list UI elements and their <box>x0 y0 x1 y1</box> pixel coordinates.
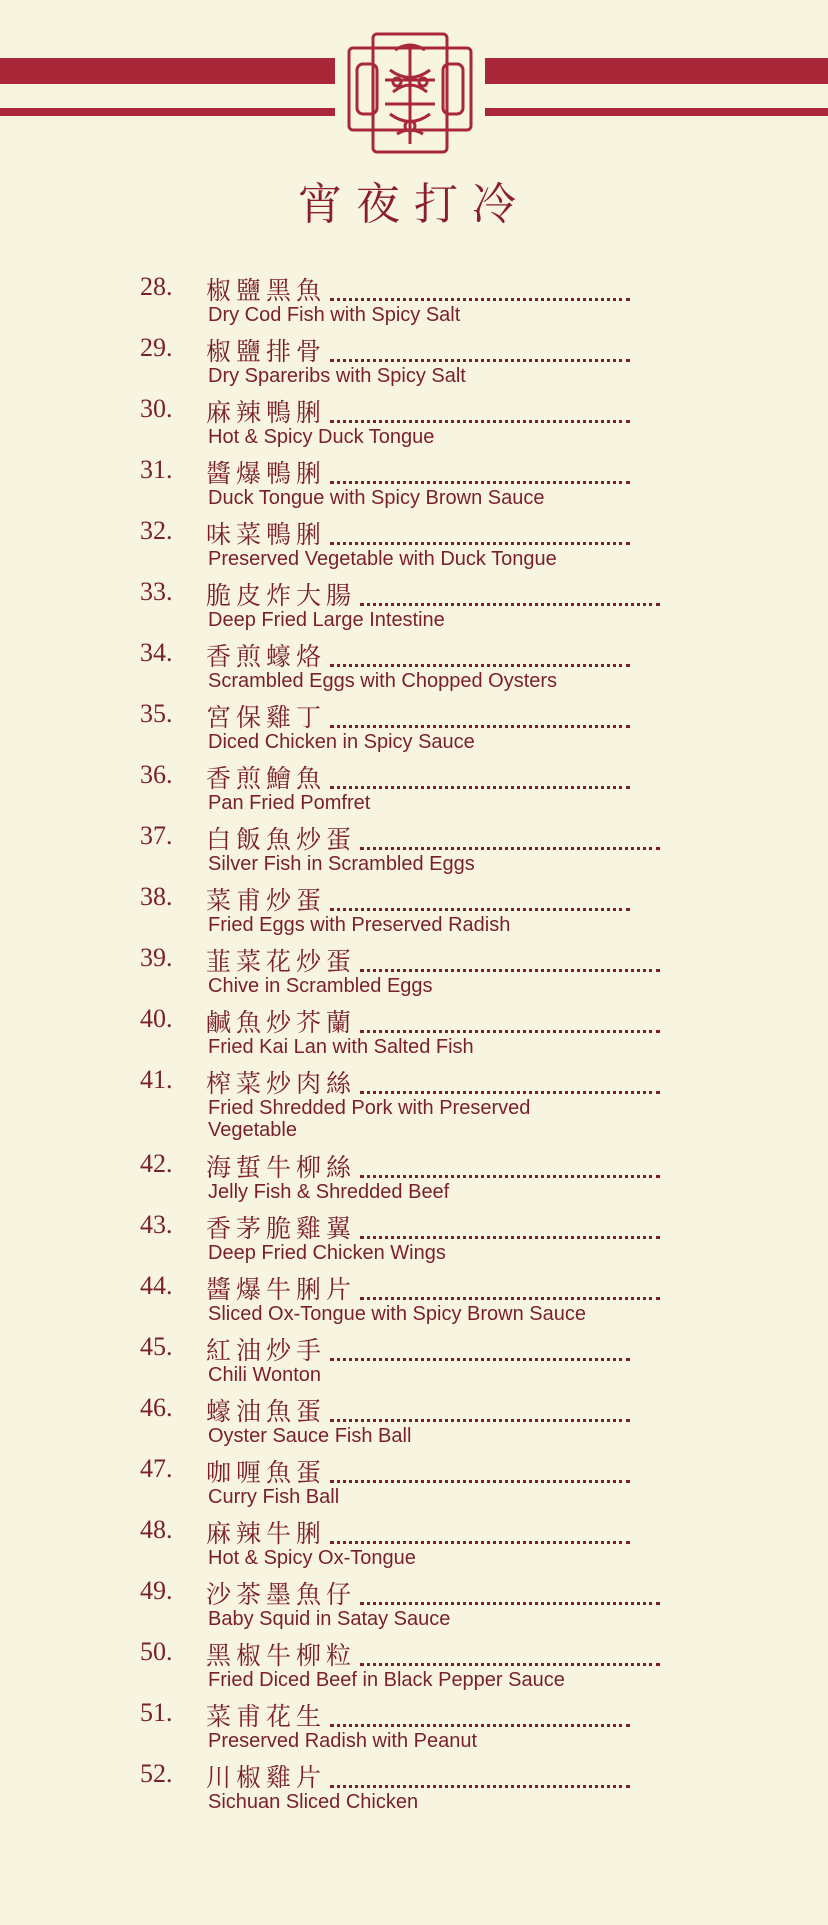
menu-item <box>140 1149 680 1210</box>
menu-item <box>140 394 680 455</box>
dot-leader <box>330 1418 630 1422</box>
item-chinese-line <box>206 455 680 489</box>
menu-item <box>140 882 680 943</box>
item-number: 51. <box>140 1698 173 1727</box>
item-chinese-name: 川椒雞片 <box>206 1763 327 1792</box>
dot-leader <box>330 297 630 301</box>
dot-leader <box>360 1662 660 1666</box>
item-chinese-name: 黑椒牛柳粒 <box>206 1641 357 1670</box>
menu-item <box>140 638 680 699</box>
item-chinese-line <box>206 1698 680 1732</box>
menu-item <box>140 1515 680 1576</box>
item-english-name: Deep Fried Chicken Wings <box>208 1242 446 1264</box>
item-number: 32. <box>140 516 173 545</box>
menu-item <box>140 699 680 760</box>
item-chinese-line <box>206 821 680 855</box>
item-chinese-line <box>206 1454 680 1488</box>
item-chinese-line <box>206 1149 680 1183</box>
dot-leader <box>360 1174 660 1178</box>
item-number: 31. <box>140 455 173 484</box>
menu-item <box>140 1759 680 1820</box>
item-english-name: Oyster Sauce Fish Ball <box>208 1425 412 1447</box>
item-chinese-line <box>206 699 680 733</box>
item-chinese-name: 白飯魚炒蛋 <box>206 825 357 854</box>
dot-leader <box>360 968 660 972</box>
item-english-name: Duck Tongue with Spicy Brown Sauce <box>208 487 545 509</box>
dot-leader <box>330 1723 630 1727</box>
menu-item <box>140 516 680 577</box>
item-chinese-line <box>206 1576 680 1610</box>
item-english-name: Scrambled Eggs with Chopped Oysters <box>208 670 558 692</box>
item-chinese-name: 沙茶墨魚仔 <box>206 1580 357 1609</box>
item-chinese-name: 麻辣牛脷 <box>206 1519 327 1548</box>
item-chinese-name: 海蜇牛柳絲 <box>206 1153 357 1182</box>
menu-item <box>140 821 680 882</box>
item-chinese-line <box>206 333 680 367</box>
page-title: 宵夜打冷 <box>298 179 530 230</box>
item-english-name: Silver Fish in Scrambled Eggs <box>208 853 475 875</box>
item-number: 38. <box>140 882 173 911</box>
dot-leader <box>330 1357 630 1361</box>
item-chinese-line <box>206 943 680 977</box>
menu-item <box>140 333 680 394</box>
item-english-name: Fried Kai Lan with Salted Fish <box>208 1036 474 1058</box>
dot-leader <box>330 724 630 728</box>
dot-leader <box>330 419 630 423</box>
item-english-name: Sliced Ox-Tongue with Spicy Brown Sauce <box>208 1303 586 1325</box>
dot-leader <box>330 480 630 484</box>
menu-item <box>140 1332 680 1393</box>
item-chinese-name: 紅油炒手 <box>206 1336 327 1365</box>
dot-leader <box>360 1296 660 1300</box>
item-chinese-name: 韮菜花炒蛋 <box>206 947 357 976</box>
item-number: 46. <box>140 1393 173 1422</box>
dot-leader <box>360 602 660 606</box>
item-number: 37. <box>140 821 173 850</box>
item-chinese-line <box>206 1004 680 1038</box>
menu-item <box>140 1065 680 1149</box>
dot-leader <box>330 785 630 789</box>
item-english-name: Fried Eggs with Preserved Radish <box>208 914 511 936</box>
item-chinese-name: 鹹魚炒芥蘭 <box>206 1008 357 1037</box>
item-number: 48. <box>140 1515 173 1544</box>
menu-item <box>140 943 680 1004</box>
item-chinese-line <box>206 1210 680 1244</box>
item-number: 42. <box>140 1149 173 1178</box>
item-number: 39. <box>140 943 173 972</box>
item-chinese-line <box>206 1759 680 1793</box>
item-english-name: Pan Fried Pomfret <box>208 792 371 814</box>
item-number: 29. <box>140 333 173 362</box>
item-number: 30. <box>140 394 173 423</box>
menu-item <box>140 760 680 821</box>
item-number: 47. <box>140 1454 173 1483</box>
item-chinese-name: 味菜鴨脷 <box>206 520 327 549</box>
item-english-name: Curry Fish Ball <box>208 1486 340 1508</box>
item-chinese-line <box>206 516 680 550</box>
menu-item <box>140 577 680 638</box>
item-chinese-line <box>206 272 680 306</box>
item-english-name: Hot & Spicy Duck Tongue <box>208 426 435 448</box>
item-chinese-name: 麻辣鴨脷 <box>206 398 327 427</box>
dot-leader <box>330 1540 630 1544</box>
item-number: 49. <box>140 1576 173 1605</box>
item-chinese-name: 脆皮炸大腸 <box>206 581 357 610</box>
item-chinese-line <box>206 394 680 428</box>
item-english-name: Baby Squid in Satay Sauce <box>208 1608 451 1630</box>
menu-item <box>140 1576 680 1637</box>
item-chinese-line <box>206 1515 680 1549</box>
item-number: 36. <box>140 760 173 789</box>
menu-item <box>140 1271 680 1332</box>
item-chinese-line <box>206 1637 680 1671</box>
item-number: 34. <box>140 638 173 667</box>
item-number: 35. <box>140 699 173 728</box>
item-number: 44. <box>140 1271 173 1300</box>
menu-list <box>140 272 680 1820</box>
item-chinese-name: 蠔油魚蛋 <box>206 1397 327 1426</box>
item-number: 52. <box>140 1759 173 1788</box>
item-chinese-name: 宮保雞丁 <box>206 703 327 732</box>
item-chinese-name: 咖喱魚蛋 <box>206 1458 327 1487</box>
dot-leader <box>360 846 660 850</box>
dot-leader <box>360 1029 660 1033</box>
item-english-name: Preserved Radish with Peanut <box>208 1730 478 1752</box>
item-number: 28. <box>140 272 173 301</box>
item-chinese-line <box>206 1271 680 1305</box>
item-number: 41. <box>140 1065 173 1094</box>
menu-item <box>140 1210 680 1271</box>
item-english-name: Chili Wonton <box>208 1364 322 1386</box>
menu-item <box>140 1637 680 1698</box>
menu-item <box>140 1004 680 1065</box>
item-number: 45. <box>140 1332 173 1361</box>
menu-item <box>140 1454 680 1515</box>
dot-leader <box>330 907 630 911</box>
item-chinese-line <box>206 577 680 611</box>
item-english-name: Fried Shredded Pork with Preserved Vegetable <box>208 1097 531 1141</box>
ornamental-seal-icon <box>335 30 485 160</box>
item-chinese-name: 菜甫花生 <box>206 1702 327 1731</box>
item-chinese-line <box>206 882 680 916</box>
item-chinese-name: 菜甫炒蛋 <box>206 886 327 915</box>
item-english-name: Sichuan Sliced Chicken <box>208 1791 419 1813</box>
item-english-name: Diced Chicken in Spicy Sauce <box>208 731 475 753</box>
item-number: 43. <box>140 1210 173 1239</box>
item-number: 40. <box>140 1004 173 1033</box>
item-english-name: Dry Spareribs with Spicy Salt <box>208 365 466 387</box>
menu-item <box>140 272 680 333</box>
menu-item <box>140 455 680 516</box>
dot-leader <box>360 1235 660 1239</box>
item-chinese-line <box>206 760 680 794</box>
dot-leader <box>360 1601 660 1605</box>
menu-item <box>140 1393 680 1454</box>
item-number: 33. <box>140 577 173 606</box>
dot-leader <box>330 663 630 667</box>
item-english-name: Jelly Fish & Shredded Beef <box>208 1181 450 1203</box>
item-chinese-name: 香茅脆雞翼 <box>206 1214 357 1243</box>
item-english-name: Hot & Spicy Ox-Tongue <box>208 1547 416 1569</box>
item-chinese-name: 椒鹽排骨 <box>206 337 327 366</box>
dot-leader <box>330 358 630 362</box>
menu-item <box>140 1698 680 1759</box>
item-chinese-name: 香煎鱠魚 <box>206 764 327 793</box>
dot-leader <box>330 1784 630 1788</box>
item-chinese-line <box>206 1332 680 1366</box>
item-english-name: Fried Diced Beef in Black Pepper Sauce <box>208 1669 565 1691</box>
item-english-name: Chive in Scrambled Eggs <box>208 975 433 997</box>
item-number: 50. <box>140 1637 173 1666</box>
item-chinese-name: 醬爆鴨脷 <box>206 459 327 488</box>
item-chinese-line <box>206 1065 680 1099</box>
item-english-name: Deep Fried Large Intestine <box>208 609 445 631</box>
dot-leader <box>360 1090 660 1094</box>
item-chinese-line <box>206 1393 680 1427</box>
item-chinese-line <box>206 638 680 672</box>
item-chinese-name: 香煎蠔烙 <box>206 642 327 671</box>
item-chinese-name: 醬爆牛脷片 <box>206 1275 357 1304</box>
dot-leader <box>330 1479 630 1483</box>
dot-leader <box>330 541 630 545</box>
item-english-name: Dry Cod Fish with Spicy Salt <box>208 304 461 326</box>
item-english-name: Preserved Vegetable with Duck Tongue <box>208 548 557 570</box>
item-chinese-name: 椒鹽黑魚 <box>206 276 327 305</box>
item-chinese-name: 榨菜炒肉絲 <box>206 1069 357 1098</box>
